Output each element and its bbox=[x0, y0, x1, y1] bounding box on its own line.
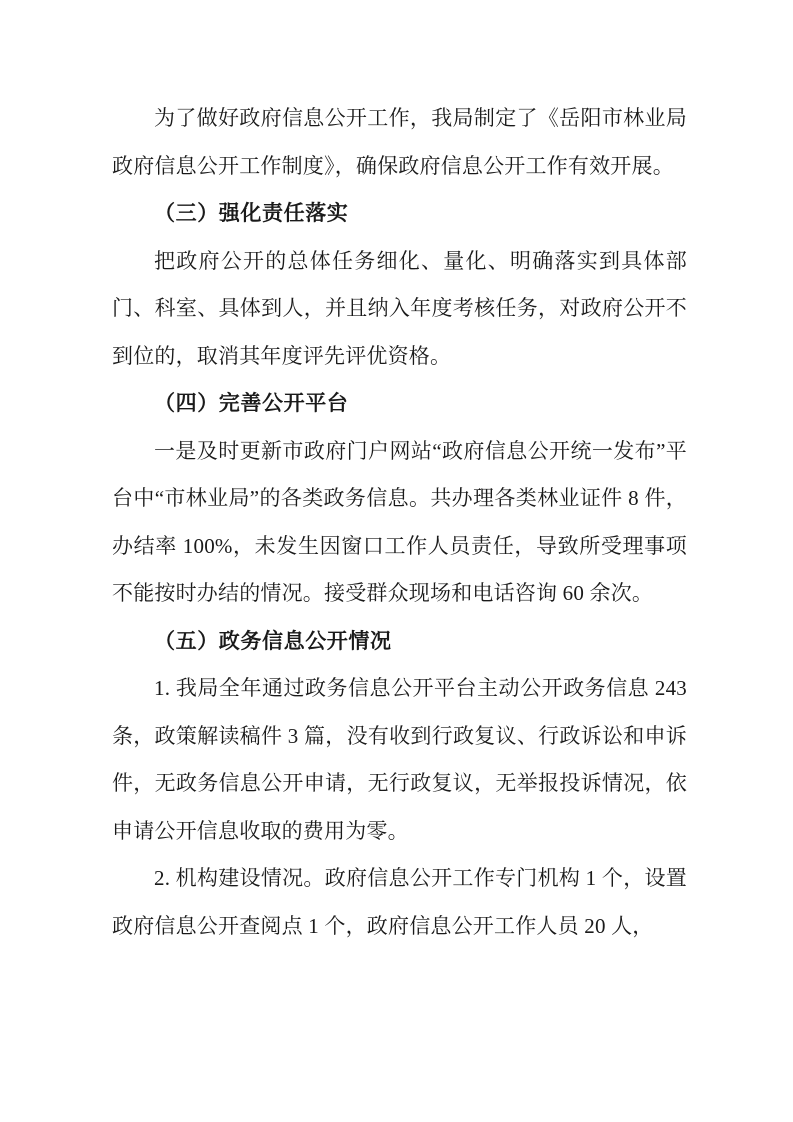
body-paragraph: 为了做好政府信息公开工作，我局制定了《岳阳市林业局政府信息公开工作制度》，确保政府信息公开工作有效开展。 bbox=[112, 106, 687, 178]
body-paragraph: 一是及时更新市政府门户网站“政府信息公开统一发布”平台中“市林业局”的各类政务信息。共办理各类林业证件 8 件，办结率 100%，未发生因窗口工作人员责任，导致所受理事项不能按时办结的情况。接受群众现场和电话咨询 60 余次。 bbox=[112, 438, 687, 605]
section-heading: （五）政务信息公开情况 bbox=[154, 628, 392, 653]
body-paragraph: 把政府公开的总体任务细化、量化、明确落实到具体部门、科室、具体到人，并且纳入年度考核任务，对政府公开不到位的，取消其年度评先评优资格。 bbox=[112, 248, 687, 368]
document-body bbox=[112, 95, 687, 950]
body-paragraph: 1. 我局全年通过政务信息公开平台主动公开政务信息 243 条，政策解读稿件 3 篇，没有收到行政复议、行政诉讼和申诉件，无政务信息公开申请，无行政复议，无举报投诉情况，依申请公开信息收取的费用为零。 bbox=[112, 676, 687, 843]
body-paragraph: 2. 机构建设情况。政府信息公开工作专门机构 1 个，设置政府信息公开查阅点 1 个，政府信息公开工作人员 20 人， bbox=[112, 866, 687, 938]
section-heading: （四）完善公开平台 bbox=[154, 391, 349, 415]
section-heading: （三）强化责任落实 bbox=[154, 201, 349, 225]
